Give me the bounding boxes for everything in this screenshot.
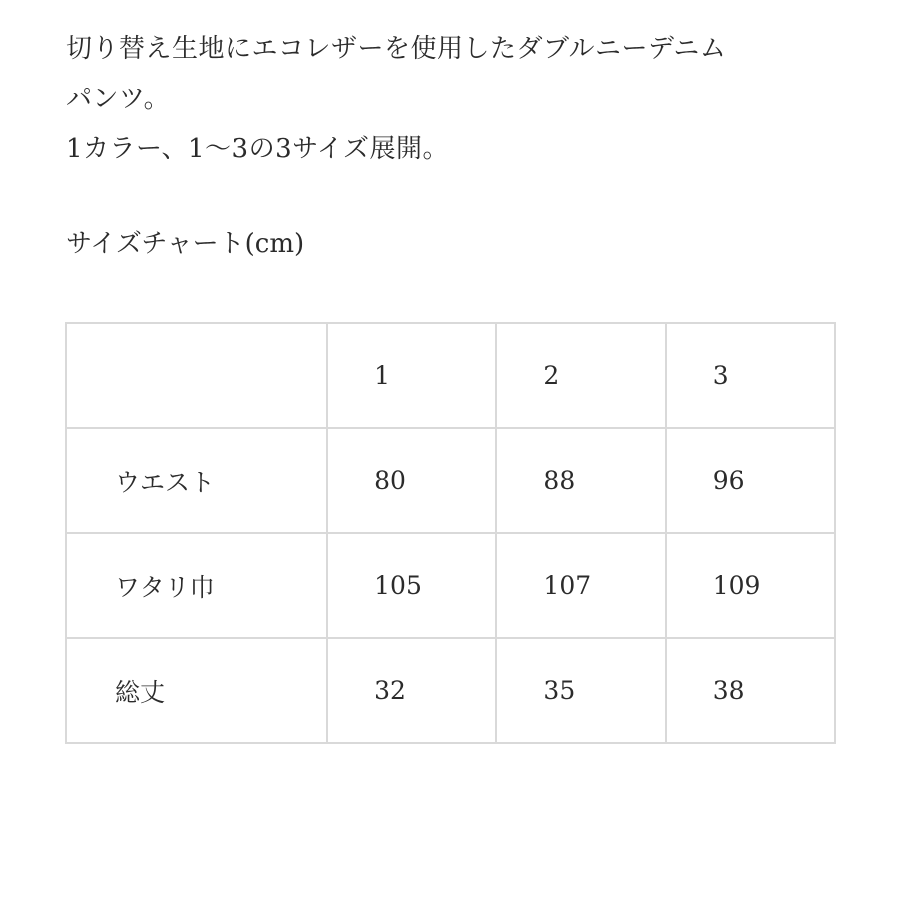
table-cell: 105 [327, 533, 496, 638]
table-cell: 32 [327, 638, 496, 743]
header-cell: 2 [496, 323, 665, 428]
header-cell [66, 323, 327, 428]
table-cell: 88 [496, 428, 665, 533]
header-cell: 3 [666, 323, 835, 428]
description-line: パンツ。 [66, 84, 171, 114]
table-cell: 107 [496, 533, 665, 638]
table-cell: 38 [666, 638, 835, 743]
product-description [66, 24, 726, 174]
header-cell: 1 [327, 323, 496, 428]
size-chart-title: サイズチャート(cm) [66, 229, 305, 259]
table-row [66, 533, 835, 638]
description-line: 切り替え生地にエコレザーを使用したダブルニーデニム [66, 34, 727, 64]
table-cell: 35 [496, 638, 665, 743]
row-label: ワタリ巾 [66, 533, 327, 638]
size-chart-table [65, 322, 836, 744]
description-line: 1カラー、1〜3の3サイズ展開。 [66, 134, 450, 164]
table-cell: 80 [327, 428, 496, 533]
table-cell: 109 [666, 533, 835, 638]
table-cell: 96 [666, 428, 835, 533]
table-row [66, 428, 835, 533]
row-label: ウエスト [66, 428, 327, 533]
row-label: 総丈 [66, 638, 327, 743]
table-row [66, 638, 835, 743]
table-header-row [66, 323, 835, 428]
